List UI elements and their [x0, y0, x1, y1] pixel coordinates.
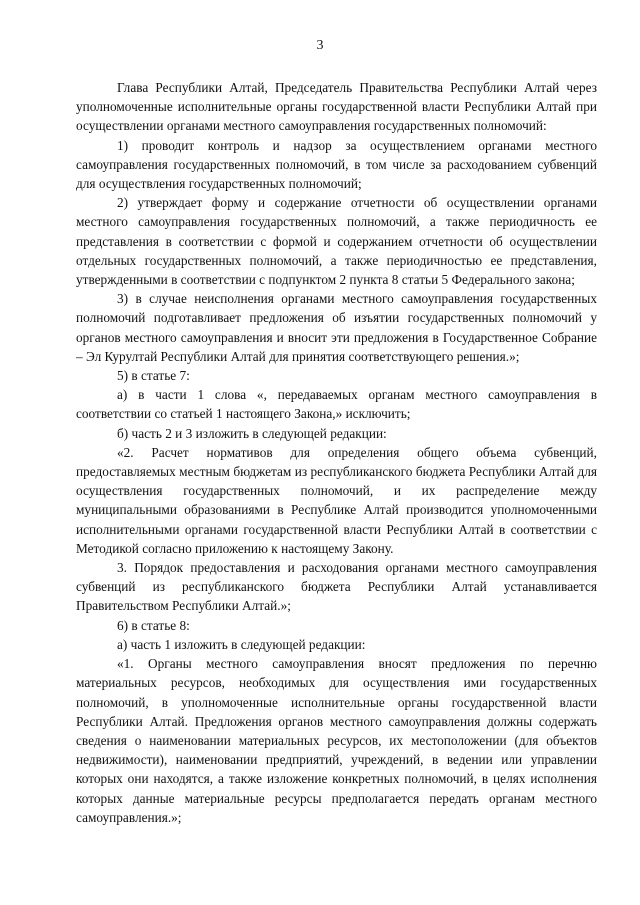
paragraph: 3. Порядок предоставления и расходования органами местного самоуправления субвенций из республиканского бюджета Республики Алтай устанавливается Правительством Республики Алтай.»; — [76, 560, 597, 614]
paragraph: а) в части 1 слова «, передаваемых органам местного самоуправления в соответствии со статьей 1 настоящего Закона,» исключить; — [76, 387, 597, 422]
paragraph: Глава Республики Алтай, Председатель Правительства Республики Алтай через уполномоченные исполнительные органы государственной власти Республики Алтай при осуществлении органами местного самоуправления государственных полномочий: — [76, 80, 597, 134]
paragraph: б) часть 2 и 3 изложить в следующей редакции: — [117, 425, 387, 441]
paragraph: 5) в статье 7: — [117, 368, 190, 384]
paragraph: 1) проводит контроль и надзор за осуществлением органами местного самоуправления государственных полномочий, в том числе за расходованием субвенций для осуществления государственных полномочий; — [76, 137, 597, 192]
paragraph: «1. Органы местного самоуправления вносят предложения по перечню материальных ресурсов, необходимых для осуществления ими государственных полномочий, в уполномоченные исполнительные органы государственной власти Республики Алтай. Предложения органов местного самоуправления должны содержать сведения о наименовании материальных ресурсов, их местоположении (для объектов недвижимости), наименовании предприятий, учреждений, в ведении или управлении которых они находятся, а также изложение конкретных полномочий, в целях исполнения которых данные материальные ресурсы предполагается передать органам местного самоуправления.»; — [76, 656, 597, 825]
page-number: 3 — [316, 38, 324, 53]
paragraph: а) часть 1 изложить в следующей редакции: — [117, 636, 366, 652]
document-body — [76, 78, 597, 827]
paragraph: «2. Расчет нормативов для определения общего объема субвенций, предоставляемых местным бюджетам из республиканского бюджета Республики Алтай для осуществления государственных полномочий, и их распределение между муниципальными образованиями в Республике Алтай производится уполномоченными исполнительными органами государственной власти Республики Алтай в соответствии с Методикой согласно приложению к настоящему Закону. — [76, 444, 597, 556]
paragraph: 6) в статье 8: — [117, 617, 190, 633]
paragraph: 3) в случае неисполнения органами местного самоуправления государственных полномочий подготавливает предложения об изъятии государственных полномочий у органов местного самоуправления и вносит эти предложения в Государственное Собрание – Эл Курултай Республики Алтай для принятия соответствующего решения.»; — [76, 291, 597, 364]
paragraph: 2) утверждает форму и содержание отчетности об осуществлении органами местного самоуправления государственных полномочий, а также периодичность ее представления в соответствии с формой и содержанием отчетности об осуществлении отдельных государственных полномочий, а также периодичностью ее представления, утвержденными в соответствии с подпунктом 2 пункта 8 статьи 5 Федерального закона; — [76, 195, 597, 288]
